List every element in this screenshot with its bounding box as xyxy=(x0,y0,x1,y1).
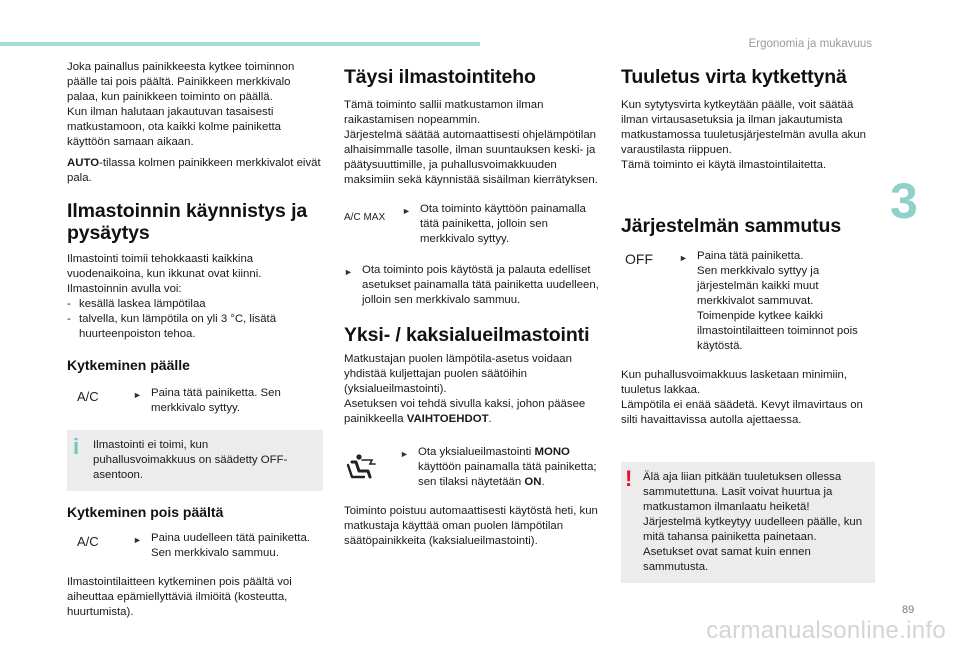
acmax-instruction xyxy=(344,202,602,247)
auto-label: AUTO xyxy=(67,157,100,169)
heading-ventilation: Tuuletus virta kytkettynä xyxy=(621,66,847,88)
shutdown-text-1: Paina tätä painiketta. xyxy=(697,250,804,262)
vent-paragraph-2: Tämä toiminto ei käytä ilmastointilaitetta. xyxy=(621,159,827,171)
acmax-off-instruction xyxy=(344,263,602,308)
mono-instruction xyxy=(344,445,602,490)
shutdown-note-1: Kun puhallusvoimakkuus lasketaan minimiin, tuuletus lakkaa. xyxy=(621,369,848,396)
arrow-right-icon: ► xyxy=(133,390,142,400)
list-item-text: kesällä laskea lämpötilaa xyxy=(79,298,206,310)
warning-box xyxy=(621,462,875,583)
heading-switch-off: Kytkeminen pois päältä xyxy=(67,504,224,520)
acmax-off-text: Ota toiminto pois käytöstä ja palauta edelliset asetukset painamalla tätä painiketta uudelleen, jolloin sen merkkivalo sammuu. xyxy=(362,264,599,306)
switch-off-text: Paina uudelleen tätä painiketta. Sen merkkivalo sammuu. xyxy=(151,532,310,559)
column-left xyxy=(67,60,323,620)
warning-icon: ! xyxy=(625,466,633,491)
ac-max-button-icon: A/C MAX xyxy=(344,212,386,223)
mono-note: Toiminto poistuu automaattisesti käytöstä heti, kun matkustaja käyttää oman puolen lämpötilan säätöpainikkeita (kaksialueilmastointi). xyxy=(344,505,598,547)
auto-text: -tilassa kolmen painikkeen merkkivalot eivät pala. xyxy=(67,157,321,184)
options-label: VAIHTOEHDOT xyxy=(406,413,489,425)
shutdown-text-2: Sen merkkivalo syttyy ja järjestelmän kaikki muut merkkivalot sammuvat. xyxy=(697,265,820,307)
mono-item-part: käyttöön painamalla tätä painiketta; sen tilaksi näytetään xyxy=(418,461,597,488)
column-middle xyxy=(344,66,602,549)
arrow-right-icon: ► xyxy=(402,206,411,216)
column-right xyxy=(621,66,875,583)
auto-mode-note xyxy=(67,156,323,186)
list-item-text: talvella, kun lämpötila on yli 3 °C, lisätä huurteenpoiston tehoa. xyxy=(79,313,277,340)
shutdown-note-2: Lämpötila ei enää säädetä. Kevyt ilmavirtaus on silti havaittavissa autolla ajettaessa. xyxy=(621,399,863,426)
max-paragraph-1: Tämä toiminto sallii matkustamon ilman raikastamisen nopeammin. xyxy=(344,99,544,126)
arrow-right-icon: ► xyxy=(400,449,409,459)
mono-paragraph-1: Matkustajan puolen lämpötila-asetus voidaan yhdistää kuljettajan puolen säätöihin (yksialueilmastointi). xyxy=(344,353,572,395)
heading-max-cooling: Täysi ilmastointiteho xyxy=(344,66,536,88)
heading-switch-on: Kytkeminen päälle xyxy=(67,357,190,373)
switch-off-instruction xyxy=(67,531,323,561)
intro-paragraph-2: Kun ilman halutaan jakautuvan tasaisesti matkustamoon, ota kaikki kolme painiketta käyttöön samaan aikaan. xyxy=(67,106,281,148)
start-paragraph-1: Ilmastointi toimii tehokkaasti kaikkina vuodenaikoina, kun ikkunat ovat kiinni. xyxy=(67,253,262,280)
mono-label: MONO xyxy=(534,446,570,458)
ac-button-icon: A/C xyxy=(77,389,99,404)
intro-paragraph-1: Joka painallus painikkeesta kytkee toiminnon päälle tai pois päältä. Painikkeen merkkivalo palaa, kun painikkeen toiminto on päällä. xyxy=(67,61,295,103)
mono-paragraph-2-end: . xyxy=(488,413,492,425)
shutdown-instruction xyxy=(621,249,875,354)
mono-item-text xyxy=(418,445,602,490)
arrow-right-icon: ► xyxy=(679,253,688,263)
list-item: - kesällä laskea lämpötilaa xyxy=(67,298,206,310)
switch-off-note: Ilmastointilaitteen kytkeminen pois päältä voi aiheuttaa epämiellyttäviä ilmiöitä (kosteutta, huurtumista). xyxy=(67,576,292,618)
off-button-icon: OFF xyxy=(625,251,653,267)
mono-paragraph-2-text: Asetuksen voi tehdä sivulla kaksi, johon pääsee painikkeella xyxy=(344,398,586,425)
info-icon: i xyxy=(73,434,80,459)
warning-text: Älä aja liian pitkään tuuletuksen ollessa sammutettuna. Lasit voivat huurtua ja matkustamon ilmanlaatu heiketä! Järjestelmä kytkeytyy uudelleen päälle, kun mitä tahansa painiketta painetaan. Asetukset ovat samat kuin ennen sammutusta. xyxy=(643,471,863,573)
info-box xyxy=(67,430,323,491)
section-title: Ergonomia ja mukavuus xyxy=(748,38,872,50)
list-item: - talvella, kun lämpötila on yli 3 °C, lisätä huurteenpoiston tehoa. xyxy=(67,312,323,342)
arrow-right-icon: ► xyxy=(344,267,353,277)
ac-button-icon: A/C xyxy=(77,534,99,549)
start-paragraph-2: Ilmastoinnin avulla voi: xyxy=(67,283,182,295)
switch-on-text: Paina tätä painiketta. Sen merkkivalo syttyy. xyxy=(151,387,281,414)
acmax-text: Ota toiminto käyttöön painamalla tätä painiketta, jolloin sen merkkivalo syttyy. xyxy=(420,203,586,245)
watermark: carmanualsonline.info xyxy=(706,617,946,644)
on-label: ON xyxy=(524,476,542,488)
header-accent-bar xyxy=(0,42,480,46)
heading-start-stop: Ilmastoinnin käynnistys ja pysäytys xyxy=(67,200,308,244)
mono-item-part: Ota yksialueilmastointi xyxy=(418,446,535,458)
switch-on-instruction xyxy=(67,386,323,416)
vent-paragraph-1: Kun sytytysvirta kytkeytään päälle, voit säätää ilman virtausasetuksia ja ilman jakautumista matkustamossa tuuletusjärjestelmän avulla akun varaustilasta riippuen. xyxy=(621,99,867,156)
page-number: 89 xyxy=(902,604,915,616)
mono-seat-icon xyxy=(344,445,400,488)
shutdown-text-3: Toimenpide kytkee kaikki ilmastointilaitteen toiminnot pois käytöstä. xyxy=(697,310,858,352)
arrow-right-icon: ► xyxy=(133,535,142,545)
heading-mono-dual: Yksi- / kaksialueilmastointi xyxy=(344,324,590,346)
heading-shutdown: Järjestelmän sammutus xyxy=(621,215,842,237)
mono-paragraph-2 xyxy=(344,397,602,427)
chapter-number: 3 xyxy=(890,173,918,229)
mono-item-end: . xyxy=(541,476,545,488)
info-text: Ilmastointi ei toimi, kun puhallusvoimakkuus on säädetty OFF-asentoon. xyxy=(93,439,288,481)
max-paragraph-2: Järjestelmä säätää automaattisesti ohjelämpötilan alhaisimmalle tasolle, ilman suuntauksen keski- ja päätysuuttimille, ja puhallusvoimakkuuden maksimiin sekä käynnistää sisäilman kierrätyksen. xyxy=(344,129,598,186)
